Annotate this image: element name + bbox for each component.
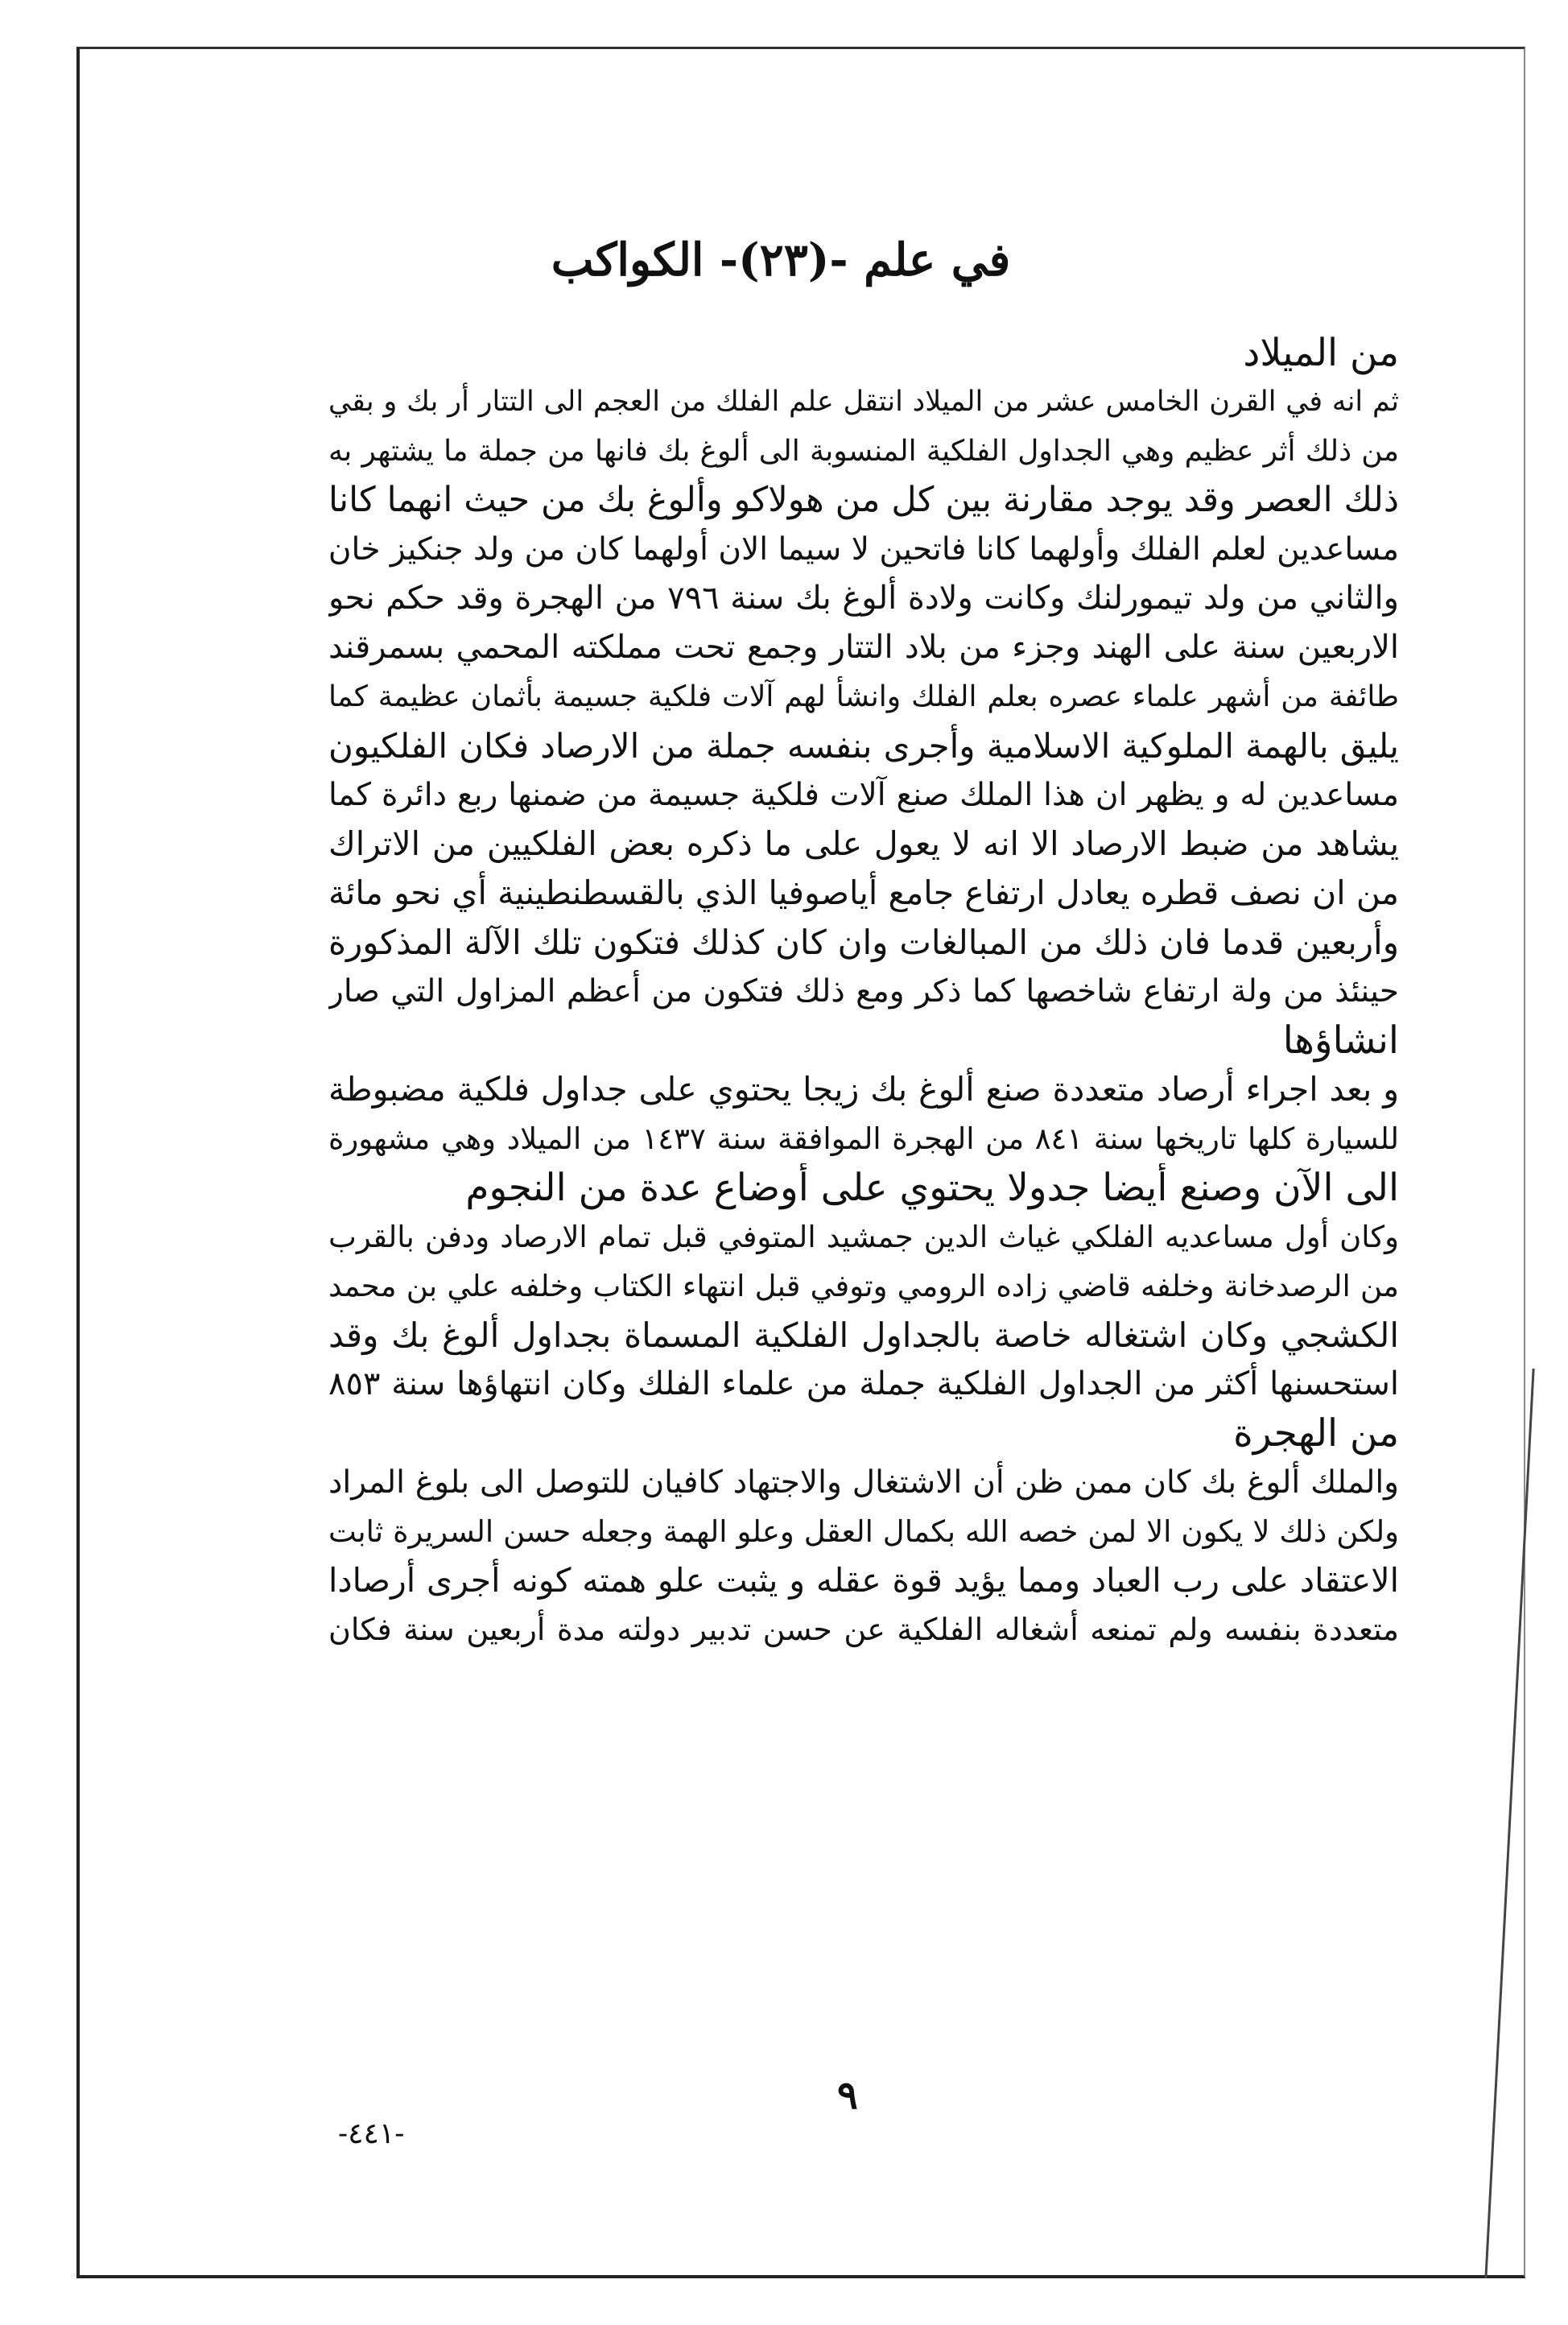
text-line: استحسنها أكثر من الجداول الفلكية جملة من علماء الفلك وكان انتهاؤها سنة ٨٥٣ xyxy=(328,1365,1399,1402)
text-line: والثاني من ولد تيمورلنك وكانت ولادة ألوغ بك سنة ٧٩٦ من الهجرة وقد حكم نحو xyxy=(328,580,1399,617)
page-header: في علم -(٢٣)- الكواكب xyxy=(551,233,1011,287)
text-line: مساعدين لعلم الفلك وأولهما كانا فاتحين لا سيما الان أولهما كان من ولد جنكيز خان xyxy=(328,531,1399,568)
text-line: من الهجرة xyxy=(1233,1411,1399,1456)
text-line: وكان أول مساعديه الفلكي غياث الدين جمشيد المتوفي قبل تمام الارصاد ودفن بالقرب xyxy=(328,1220,1399,1254)
text-line: ذلك العصر وقد يوجد مقارنة بين كل من هولاكو وألوغ بك من حيث انهما كانا xyxy=(328,480,1399,520)
text-line: والملك ألوغ بك كان ممن ظن أن الاشتغال والاجتهاد كافيان للتوصل الى بلوغ المراد xyxy=(328,1464,1399,1501)
page-number: ٩ xyxy=(837,2073,858,2118)
text-line: من الميلاد xyxy=(1243,331,1399,375)
text-body xyxy=(328,328,1399,1654)
text-line: متعددة بنفسه ولم تمنعه أشغاله الفلكية عن حسن تدبير دولته مدة أربعين سنة فكان xyxy=(328,1612,1399,1647)
text-line: من الرصدخانة وخلفه قاضي زاده الرومي وتوفي قبل انتهاء الكتاب وخلفه علي بن محمد xyxy=(328,1269,1399,1303)
text-line: و بعد اجراء أرصاد متعددة صنع ألوغ بك زيجا يحتوي على جداول فلكية مضبوطة xyxy=(328,1070,1399,1109)
text-line: يليق بالهمة الملوكية الاسلامية وأجرى بنفسه جملة من الارصاد فكان الفلكيون xyxy=(328,726,1399,766)
text-line: مساعدين له و يظهر ان هذا الملك صنع آلات فلكية جسيمة من ضمنها ربع دائرة كما xyxy=(328,777,1399,813)
text-line: حينئذ من ولة ارتفاع شاخصها كما ذكر ومع ذلك فتكون من أعظم المزاول التي صار xyxy=(328,973,1399,1010)
text-line: انشاؤها xyxy=(1282,1018,1399,1063)
text-line: الكشجي وكان اشتغاله خاصة بالجداول الفلكية المسماة بجداول ألوغ بك وقد xyxy=(328,1315,1399,1355)
text-line: وأربعين قدما فان ذلك من المبالغات وان كان كذلك فتكون تلك الآلة المذكورة xyxy=(328,923,1399,962)
text-line: ولكن ذلك لا يكون الا لمن خصه الله بكمال العقل وعلو الهمة وجعله حسن السريرة ثابت xyxy=(328,1514,1399,1549)
text-line: ثم انه في القرن الخامس عشر من الميلاد انتقل علم الفلك من العجم الى التتار أر بك و بقي xyxy=(328,386,1399,418)
text-line: من ان نصف قطره يعادل ارتفاع جامع أياصوفيا الذي بالقسطنطينية أي نحو مائة xyxy=(328,873,1399,912)
text-line: الى الآن وصنع أيضا جدولا يحتوي على أوضاع عدة من النجوم xyxy=(465,1166,1399,1210)
folio-number: -٤٤١- xyxy=(338,2117,405,2150)
text-line: يشاهد من ضبط الارصاد الا انه لا يعول على ما ذكره بعض الفلكيين من الاتراك xyxy=(328,824,1399,863)
text-line: للسيارة كلها تاريخها سنة ٨٤١ من الهجرة الموافقة سنة ١٤٣٧ من الميلاد وهي مشهورة xyxy=(328,1121,1399,1156)
text-line: الاربعين سنة على الهند وجزء من بلاد التتار وجمع تحت مملكته المحمي بسمرقند xyxy=(328,629,1399,666)
text-line: من ذلك أثر عظيم وهي الجداول الفلكية المنسوبة الى ألوغ بك فانها من جملة ما يشتهر به xyxy=(328,435,1399,468)
text-line: طائفة من أشهر علماء عصره بعلم الفلك وانشأ لهم آلات فلكية جسيمة بأثمان عظيمة كما xyxy=(328,680,1399,713)
text-line: الاعتقاد على رب العباد ومما يؤيد قوة عقله و يثبت علو همته كونه أجرى أرصادا xyxy=(328,1561,1399,1600)
